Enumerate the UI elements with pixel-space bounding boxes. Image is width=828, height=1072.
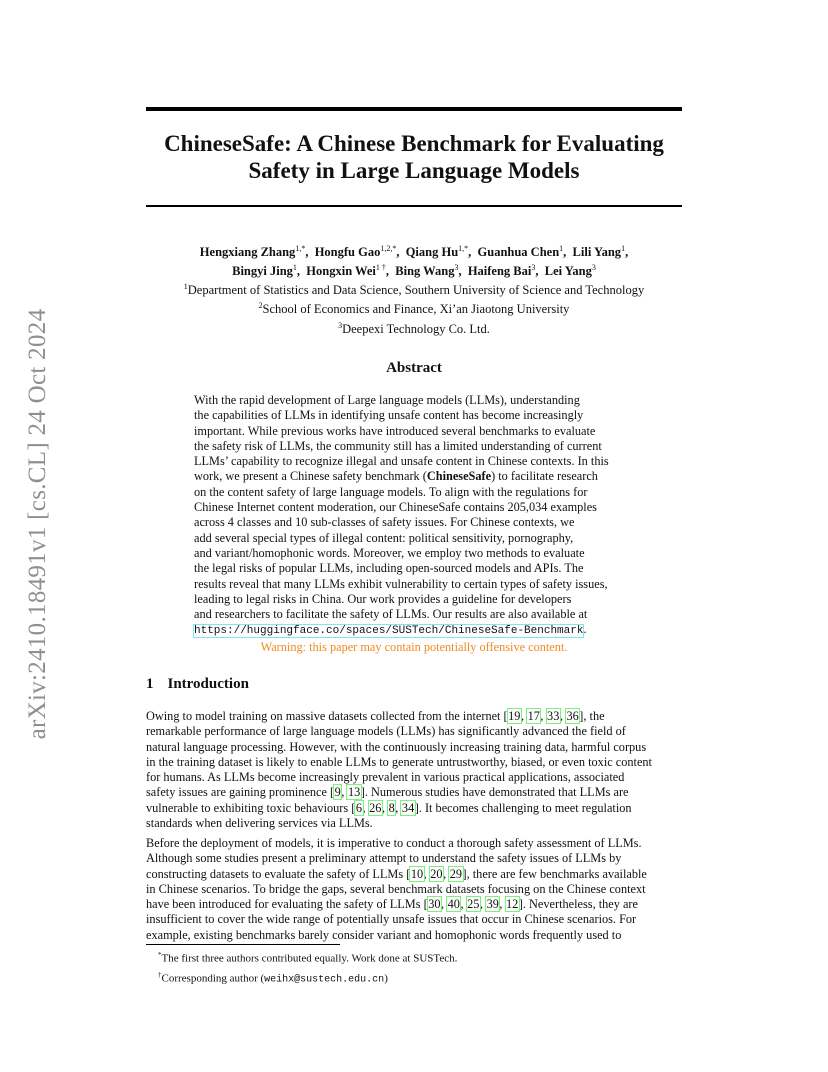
- paragraph-text: ,: [362, 800, 369, 815]
- affiliation-2: [146, 298, 682, 317]
- benchmark-url-link[interactable]: https://huggingface.co/spaces/SUSTech/ChineseSafe-Benchmark: [194, 625, 584, 638]
- abstract-line: With the rapid development of Large language models (LLMs), understanding: [194, 393, 580, 407]
- citation-link[interactable]: 17: [527, 709, 540, 723]
- paragraph-text: ,: [441, 897, 448, 912]
- author-name: Bingyi Jing: [232, 264, 293, 279]
- corresponding-email: weihx@sustech.edu.cn: [264, 974, 385, 986]
- paragraph-text: for humans. As LLMs become increasingly prevalent in various practical applications, associated: [146, 770, 625, 785]
- paragraph-text: Owing to model training on massive datasets collected from the internet [: [146, 709, 508, 723]
- citation-link[interactable]: 39: [486, 897, 499, 912]
- author-separator: ,: [535, 264, 539, 279]
- affiliation-text: School of Economics and Finance, Xi’an Jiaotong University: [262, 302, 570, 317]
- abstract-line: important. While previous works have introduced several benchmarks to evaluate: [194, 423, 596, 438]
- citation-link[interactable]: 36: [566, 709, 579, 723]
- author-separator: ,: [563, 245, 567, 260]
- author-line-2: [146, 260, 682, 279]
- abstract-line: [194, 469, 634, 484]
- paragraph-text: insufficient to cover the wide range of potentially unsafe issues that occur in Chinese scenarios. For: [146, 912, 637, 927]
- content-warning: Warning: this paper may contain potentially offensive content.: [260, 639, 568, 654]
- author-affiliation-mark: 1: [559, 244, 564, 253]
- citation-link[interactable]: 8: [388, 800, 395, 815]
- paragraph-text: in Chinese scenarios. To bridge the gaps, several benchmark datasets focusing on the Chinese context: [146, 881, 646, 896]
- abstract-line: Chinese Internet content moderation, our ChineseSafe contains 205,034 examples: [194, 500, 597, 515]
- paragraph-text: ,: [499, 897, 506, 912]
- title-line: ChineseSafe: A Chinese Benchmark for Evaluating: [164, 131, 664, 156]
- affiliation-text: Deepexi Technology Co. Ltd.: [342, 321, 490, 336]
- paragraph-line: [146, 928, 682, 943]
- citation-link[interactable]: 34: [401, 800, 415, 815]
- paragraph-line: [146, 897, 682, 912]
- paragraph-text: standards when delivering services via LLMs.: [146, 816, 373, 831]
- affiliation-text: Department of Statistics and Data Science, Southern University of Science and Technology: [187, 283, 645, 298]
- abstract-line: and researchers to facilitate the safety of LLMs. Our results are also available at: [194, 607, 588, 622]
- author-name: Haifeng Bai: [467, 264, 532, 279]
- paragraph-text: ,: [395, 800, 402, 815]
- paragraph-line: [146, 882, 682, 897]
- paragraph-line: [146, 740, 682, 755]
- author-name: Hengxiang Zhang: [199, 245, 296, 260]
- paragraph-text: natural language processing. However, with the continuously increasing training data, harmful corpus: [146, 739, 647, 754]
- section-number: 1: [146, 676, 154, 692]
- footnote-text: The first three authors contributed equally. Work done at SUSTech.: [161, 952, 458, 965]
- paragraph-line: [146, 801, 682, 816]
- abstract-heading: Abstract: [386, 360, 442, 376]
- paragraph-text: ,: [520, 709, 528, 723]
- citation-link[interactable]: 6: [355, 800, 362, 815]
- author-separator: ,: [296, 264, 301, 279]
- paper-title: [146, 130, 682, 184]
- affiliation-mark: 2: [258, 301, 263, 311]
- author-affiliation-mark: 3: [591, 263, 596, 273]
- author-name: Hongxin Wei: [306, 264, 376, 279]
- author-separator: ,: [625, 245, 629, 260]
- abstract-text: ) to facilitate research: [491, 469, 598, 484]
- footnote-mark: †: [158, 970, 162, 979]
- paragraph-text: ,: [479, 897, 487, 912]
- paragraph-text: have been introduced for evaluating the safety of LLMs [: [146, 897, 428, 912]
- author-separator: ,: [458, 264, 462, 279]
- citation-link[interactable]: 29: [449, 866, 463, 881]
- abstract-line: and variant/homophonic words. Moreover, we employ two methods to evaluate: [194, 545, 585, 560]
- affiliation-3: [146, 318, 682, 337]
- author-name: Bing Wang: [395, 264, 455, 279]
- paragraph-text: in the training dataset is likely to enable LLMs to generate untrustworthy, biased, or even toxic content: [146, 754, 652, 769]
- footnote-text: ): [384, 972, 388, 985]
- footnote-1: [158, 947, 457, 967]
- author-affiliation-mark: 3: [531, 263, 536, 273]
- author-affiliation-mark: 1 †: [375, 263, 386, 273]
- citation-link[interactable]: 26: [369, 800, 382, 815]
- citation-link[interactable]: 12: [506, 897, 519, 912]
- paragraph-text: ], there are few benchmarks available: [462, 866, 647, 881]
- author-name: Qiang Hu: [405, 245, 459, 260]
- citation-link[interactable]: 13: [347, 785, 361, 800]
- author-separator: ,: [396, 245, 400, 260]
- abstract-text: work, we present a Chinese safety benchmark (: [194, 469, 427, 484]
- paragraph-text: ,: [443, 866, 450, 881]
- abstract-line: LLMs’ capability to recognize illegal and unsafe content in Chinese contexts. In this: [194, 454, 609, 469]
- abstract-line: leading to legal risks in China. Our work provides a guideline for developers: [194, 591, 572, 606]
- paragraph-text: ]. Nevertheless, they are: [518, 897, 638, 912]
- footnotes: [158, 947, 457, 988]
- citation-link[interactable]: 30: [428, 897, 441, 912]
- citation-link[interactable]: 25: [467, 897, 480, 912]
- author-affiliation-mark: 1,*: [458, 244, 469, 253]
- paragraph-text: ,: [540, 709, 547, 723]
- paragraph-text: Although some studies present a preliminary attempt to understand the safety issues of LLMs by: [146, 851, 622, 866]
- paragraph-text: ,: [423, 866, 430, 881]
- paragraph-line: [146, 770, 682, 785]
- paragraph-line: [146, 709, 682, 724]
- paragraph-text: ,: [341, 785, 348, 800]
- paragraph-text: ]. Numerous studies have demonstrated that LLMs are: [360, 785, 629, 800]
- author-affiliation-mark: 1: [292, 263, 297, 273]
- paragraph-line: [146, 816, 682, 831]
- author-block: [146, 241, 682, 337]
- author-affiliation-mark: 1,*: [295, 244, 306, 253]
- author-name: Lili Yang: [572, 245, 622, 260]
- title-top-rule: [146, 107, 682, 111]
- paragraph-line: [146, 851, 682, 866]
- abstract-line: add several special types of illegal content: political sensitivity, pornography,: [194, 530, 574, 545]
- paragraph-line: [146, 867, 682, 882]
- paragraph-text: example, existing benchmarks barely consider variant and homophonic words frequently used to: [146, 927, 622, 942]
- paragraph-text: safety issues are gaining prominence [: [146, 785, 335, 800]
- author-separator: ,: [468, 245, 472, 260]
- footnote-rule: [146, 944, 340, 945]
- paragraph-text: Before the deployment of models, it is imperative to conduct a thorough safety assessment of LLMs.: [146, 836, 642, 850]
- section-heading-introduction: [146, 676, 249, 693]
- paragraph-line: [146, 755, 682, 770]
- abstract-line: the legal risks of popular LLMs, including open-sourced models and APIs. The: [194, 561, 584, 576]
- footnote-mark: *: [158, 951, 162, 959]
- citation-link[interactable]: 19: [508, 709, 521, 723]
- author-name: Lei Yang: [544, 264, 592, 279]
- author-affiliation-mark: 3: [454, 263, 459, 273]
- paragraph-line: [146, 785, 682, 800]
- intro-paragraph-2: [146, 836, 682, 943]
- arxiv-identifier: arXiv:2410.18491v1 [cs.CL] 24 Oct 2024: [24, 308, 51, 740]
- abstract-line: on the content safety of large language models. To align with the regulations for: [194, 484, 588, 499]
- paragraph-text: constructing datasets to evaluate the safety of LLMs [: [146, 866, 411, 881]
- author-separator: ,: [385, 264, 390, 279]
- author-name: Hongfu Gao: [314, 245, 381, 260]
- paragraph-text: ]. It becomes challenging to meet regulation: [414, 800, 632, 815]
- abstract-body: [194, 393, 634, 655]
- abstract-line: across 4 classes and 10 sub-classes of safety issues. For Chinese contexts, we: [194, 515, 575, 530]
- citation-link[interactable]: 20: [430, 866, 443, 881]
- intro-paragraph-1: [146, 709, 682, 831]
- citation-link[interactable]: 9: [334, 785, 341, 800]
- title-line: Safety in Large Language Models: [248, 158, 580, 183]
- paragraph-text: ], the: [579, 709, 605, 723]
- paragraph-text: vulnerable to exhibiting toxic behaviours [: [146, 800, 356, 815]
- paragraph-line: [146, 836, 682, 851]
- affiliation-1: [146, 279, 682, 298]
- affiliation-mark: 3: [338, 320, 343, 330]
- citation-link[interactable]: 33: [547, 709, 560, 723]
- paragraph-line: [146, 724, 682, 739]
- author-name: Guanhua Chen: [477, 245, 560, 260]
- paragraph-text: ,: [381, 800, 389, 815]
- author-line-1: [146, 241, 682, 260]
- abstract-line: the safety risk of LLMs, the community still has a limited understanding of current: [194, 438, 602, 453]
- paragraph-text: remarkable performance of large language models (LLMs) has significantly advanced the field of: [146, 724, 626, 739]
- paragraph-text: ,: [559, 709, 566, 723]
- affiliation-mark: 1: [183, 282, 188, 292]
- abstract-line: [194, 622, 634, 639]
- author-affiliation-mark: 1,2,*: [380, 244, 397, 253]
- abstract-line: the capabilities of LLMs in identifying unsafe content has become increasingly: [194, 408, 584, 423]
- footnote-text: Corresponding author (: [161, 972, 265, 985]
- footnote-2: [158, 967, 457, 989]
- benchmark-name: ChineseSafe: [426, 469, 492, 484]
- abstract-line: results reveal that many LLMs exhibit vulnerability to certain types of safety issues,: [194, 576, 608, 591]
- citation-link[interactable]: 10: [410, 866, 424, 881]
- paragraph-text: ,: [460, 897, 467, 912]
- paragraph-line: [146, 912, 682, 927]
- author-separator: ,: [305, 245, 309, 260]
- citation-link[interactable]: 40: [447, 897, 460, 912]
- abstract-text: .: [583, 622, 587, 637]
- author-affiliation-mark: 1: [621, 244, 626, 253]
- title-bottom-rule: [146, 205, 682, 207]
- section-title: Introduction: [167, 676, 249, 692]
